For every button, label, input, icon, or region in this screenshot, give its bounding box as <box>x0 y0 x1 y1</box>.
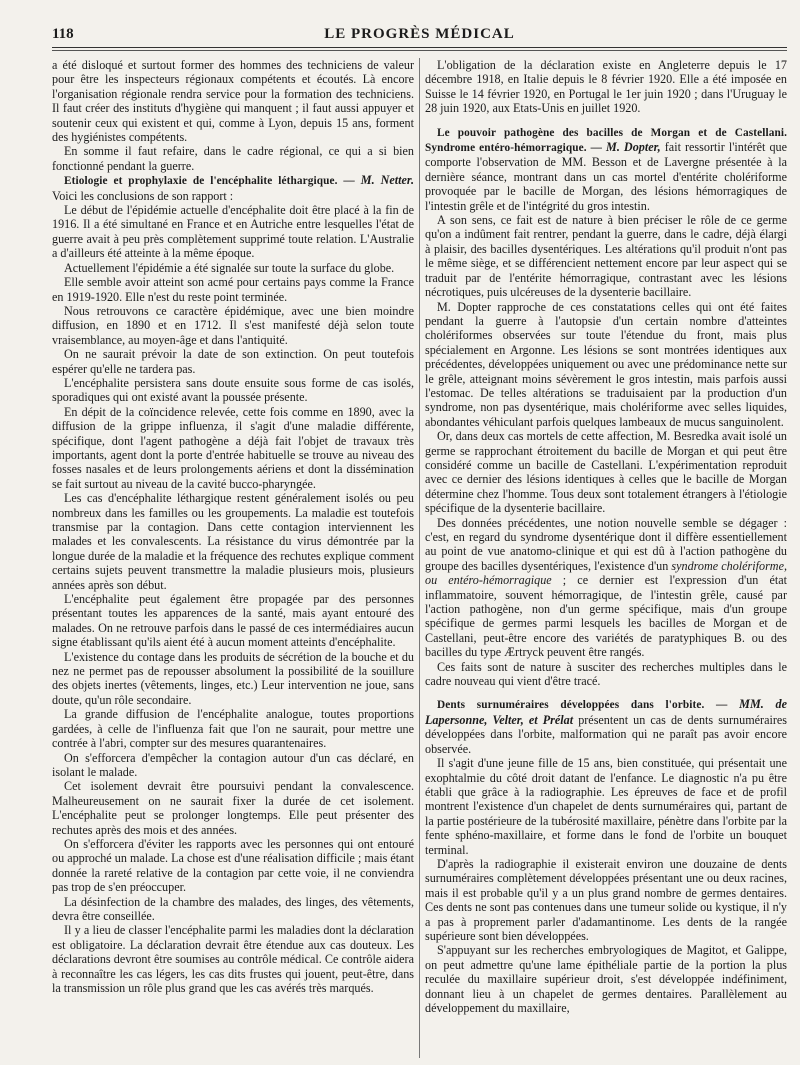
section-author: M. Dopter, <box>606 140 661 155</box>
column-divider <box>419 58 420 1058</box>
paragraph: Ces faits sont de nature à susciter des recherches multiples dans le cadre nouveau qui vient d'être tracé. <box>425 659 787 689</box>
paragraph: La grande diffusion de l'encéphalite analogue, toutes proportions gardées, à celle de l'influenza fait que l'on ne saurait, pour mettre une contrée à l'abri, compter sur des mesures quarantenaires. <box>52 707 414 751</box>
paragraph: Elle semble avoir atteint son acmé pour certains pays comme la France en 1919-1920. Elle n'est du reste point terminée. <box>52 275 414 304</box>
section-lead: présentent un cas de dents surnuméraires développées dans l'orbite, malformation qui ne paraît pas avoir encore observée. <box>425 712 787 756</box>
paragraph: M. Dopter rapproche de ces constatations celles qui ont été faites pendant la guerre à l'autopsie d'un certain nombre d'atteintes cholériformes observées sur toute l'étendue du front, mais plus spécialement en Argonne. Les lésions se sont montrées identiques aux précédentes, développées uniquement ou avec une prédominance nette sur le grêle, atteignant moins sévèrement le gros intestin, mais parfois aussi l'estomac. De telles altérations se traduisaient par la production d'un syndrome, non pas dysentérique, mais cholériforme avec selles liquides, abondantes véhiculant parfois quelques lambeaux de mucus sanguinolent. <box>425 299 787 429</box>
section-lead: fait ressortir l'intérêt que comporte l'observation de MM. Besson et de Lavergne présentée à la dernière séance, montrant dans un cas mortel d'entérite cholériforme provoquée par le bacille de Morgan, des lésions hémorragiques de l'intestin grêle et de l'intégrité du gros intestin. <box>425 140 787 213</box>
header-rule-thin <box>52 50 787 51</box>
paragraph: En dépit de la coïncidence relevée, cette fois comme en 1890, avec la diffusion de la grippe influenza, il s'agit d'une maladie différente, spécifique, dont l'agent pathogène a déjà fait l'objet de travaux très importants, agent dont la porte d'entrée habituelle se trouve au niveau des fosses nasales et de leurs prolongements aériens et dont la dissémination se fait surtout au niveau de la cavité bucco-pharyngée. <box>52 404 414 491</box>
left-column <box>52 58 414 1058</box>
paragraph: D'après la radiographie il existerait environ une douzaine de dents surnuméraires complètement développées présentant une ou deux racines, mais il est probable qu'il y a un plus grand nombre de germes dentaires. Ces dents ne sont pas contenues dans une tumeur solide ou kystique, il n'y a pas à proprement parler d'adamantinome. Les dents de la rangée supérieure sont bien développées. <box>425 856 787 943</box>
paragraph: Nous retrouvons ce caractère épidémique, avec une bien moindre diffusion, en 1890 et en 1712. Il s'est manifesté déjà selon toute vraisemblance, au moyen-âge et dans l'antiquité. <box>52 303 414 347</box>
section-author: M. Netter. <box>360 173 414 188</box>
paragraph: On s'efforcera d'éviter les rapports avec les personnes qui ont entouré ou approché un malade. La chose est d'une réalisation difficile ; mais étant donnée la rareté relative de la contagion par cette voie, il ne conviendra pas trop de s'en préoccuper. <box>52 836 414 895</box>
paragraph: L'obligation de la déclaration existe en Angleterre depuis le 17 décembre 1918, en Italie depuis le 8 février 1920. Elle a été imposée en Suisse le 14 février 1920, en Portugal le 1er juin 1920 ; dans l'Uruguay le 28 juin 1920, aux Etats-Unis en juillet 1920. <box>425 58 787 116</box>
section-morgan <box>425 125 787 213</box>
paragraph: En somme il faut refaire, dans le cadre régional, ce qui a si bien fonctionné pendant la guerre. <box>52 144 414 173</box>
header-rule <box>52 47 787 48</box>
section-title: Le pouvoir pathogène des bacilles de Morgan et de Castellani. Syndrome entéro-hémorragique. — <box>425 126 787 155</box>
paragraph: Des données précédentes, une notion nouvelle semble se dégager : c'est, en regard du syndrome dysentérique dont il diffère essentiellement au point de vue anatomo-clinique et qui est dû à l'action pathogène du groupe des bacilles dysentériques, l'existence d'un syndrome cholériforme, ou entéro-hémorragique ; ce dernier est l'expression d'un état inflammatoire, souvent hémorragique, de l'intestin grêle, causé par l'action pathogène, non d'un germe spécifique, mais d'un groupe spécifique de germes parmi lesquels les bacilles de Morgan et de Castellani, peut-être encore des variétés de paratyphiques B. ou des bacilles du type Ærtryck peuvent être rangés. <box>425 515 787 660</box>
section-title: Etiologie et prophylaxie de l'encéphalite léthargique. — <box>64 175 355 188</box>
paragraph: S'appuyant sur les recherches embryologiques de Magitot, et Galippe, on peut admettre qu'une lame épithéliale partie de la portion la plus reculée du maxillaire supérieur droit, s'est développée indéfiniment, donnant lieu à un chapelet de germes dentaires. Parallèlement au développement du maxillaire, <box>425 943 787 1015</box>
paragraph: On s'efforcera d'empêcher la contagion autour d'un cas déclaré, en isolant le malade. <box>52 750 414 779</box>
paragraph: Il y a lieu de classer l'encéphalite parmi les maladies dont la déclaration est obligatoire. La déclaration devrait être étendue aux cas douteux. Les déclarations devront être soumises au contrôle médical. Ce contrôle aidera à reconnaître les cas légers, les cas dits frustes qui jouent, peut-être, dans la transmission un rôle plus grand que les cas avérés très marqués. <box>52 923 414 995</box>
paragraph: Il s'agit d'une jeune fille de 15 ans, bien constituée, qui présentait une exophtalmie du côté droit datant de l'enfance. Le diagnostic n'a pu être établi que grâce à la radiographie. Les épreuves de face et de profil montrent l'existence d'un chapelet de dents surnuméraires qui, partant de la partie postérieure de la tubérosité maxillaire, pénètre dans l'orbite par la fente sphéno-maxillaire, et forme dans le fond de l'orbite un bouquet terminal. <box>425 756 787 857</box>
paragraph: Cet isolement devrait être poursuivi pendant la convalescence. Malheureusement on ne saurait fixer la durée de cet isolement. L'encéphalite peut se prolonger longtemps. Elle peut présenter des rechutes après des mois et des années. <box>52 779 414 837</box>
paragraph: L'encéphalite peut également être propagée par des personnes présentant toutes les apparences de la santé, mais ayant entouré des malades. On ne retrouve parfois dans le passé de ces intermédiaires aucun signe établissant qu'ils aient été à aucun moment atteints d'encéphalite. <box>52 592 414 650</box>
paragraph: a été disloqué et surtout former des hommes des techniciens de valeur pour être les inspecteurs régionaux compétents et écoutés. Là encore l'organisation régionale rendra service pour la formation des techniciens. Il faut créer des instituts d'hygiène qui manquent ; il faut aussi appuyer et soutenir ceux qui existent et qui, comme à Lyon, depuis 15 ans, forment des hygiénistes compétents. <box>52 58 414 145</box>
paragraph: Les cas d'encéphalite léthargique restent généralement isolés ou peu nombreux dans les familles ou les groupements. La maladie est toutefois transmise par la contagion. Dans cette contagion interviennent les malades et les convalescents. La résistance du virus démontrée par la longue durée de la maladie et la fréquence des rechutes explique comment certains sujets peuvent transmettre la maladie plusieurs mois, plusieurs années après son début. <box>52 491 414 592</box>
paragraph: A son sens, ce fait est de nature à bien préciser le rôle de ce germe qu'on a indûment fait rentrer, pendant la guerre, dans le cadre, déjà élargi à plaisir, des bacilles dysentériques. Les altérations qu'il produit n'ont pas le même siège, et se différencient nettement encore par leur aspect qui se traduit par de l'entérite hémorragique, contrastant avec les lésions nécrotiques, puis ulcéreuses de la dysenterie bacillaire. <box>425 213 787 300</box>
paragraph: Le début de l'épidémie actuelle d'encéphalite doit être placé à la fin de 1916. Il a été simultané en France et en Autriche entre lesquelles l'état de guerre avait à peu près complètement supprimé toute relation. L'Australie a d'ailleurs été atteinte à la même époque. <box>52 203 414 261</box>
section-title: Dents surnuméraires développées dans l'orbite. — <box>437 699 728 712</box>
section-dents <box>425 697 787 756</box>
section-lead: Voici les conclusions de son rapport : <box>52 188 234 203</box>
paragraph: On ne saurait prévoir la date de son extinction. On peut toutefois espérer qu'elle ne tardera pas. <box>52 347 414 376</box>
section-etiologie <box>52 173 414 203</box>
journal-title: LE PROGRÈS MÉDICAL <box>324 26 515 42</box>
right-column <box>425 58 787 1058</box>
paragraph: La désinfection de la chambre des malades, des linges, des vêtements, devra être conseillée. <box>52 894 414 923</box>
page-number: 118 <box>52 26 74 42</box>
paragraph: L'existence du contage dans les produits de sécrétion de la bouche et du nez ne permet pas de repousser absolument la possibilité de la souillure des objets inertes (vêtements, linges, etc.) Leur intervention ne joue, sans doute, qu'un rôle secondaire. <box>52 649 414 707</box>
paragraph: Or, dans deux cas mortels de cette affection, M. Besredka avait isolé un germe se rapprochant étroitement du bacille de Morgan et qui peut être considéré comme un bacille de Castellani. L'expérimentation reproduit avec ce dernier des lésions identiques à celles que le bacille de Morgan détermine chez l'homme. Tous deux sont totalement étrangers à l'étiologie spécifique de la dysenterie bacillaire. <box>425 429 787 516</box>
emphasis: syndrome cholériforme, ou entéro-hémorragique <box>425 558 787 588</box>
page-header <box>52 26 787 48</box>
paragraph: L'encéphalite persistera sans doute ensuite sous forme de cas isolés, sporadiques qui ont existé avant la poussée présente. <box>52 375 414 405</box>
paragraph: Actuellement l'épidémie a été signalée sur toute la surface du globe. <box>64 260 395 275</box>
section-author: MM. de Lapersonne, Velter, et Prélat <box>425 697 787 727</box>
